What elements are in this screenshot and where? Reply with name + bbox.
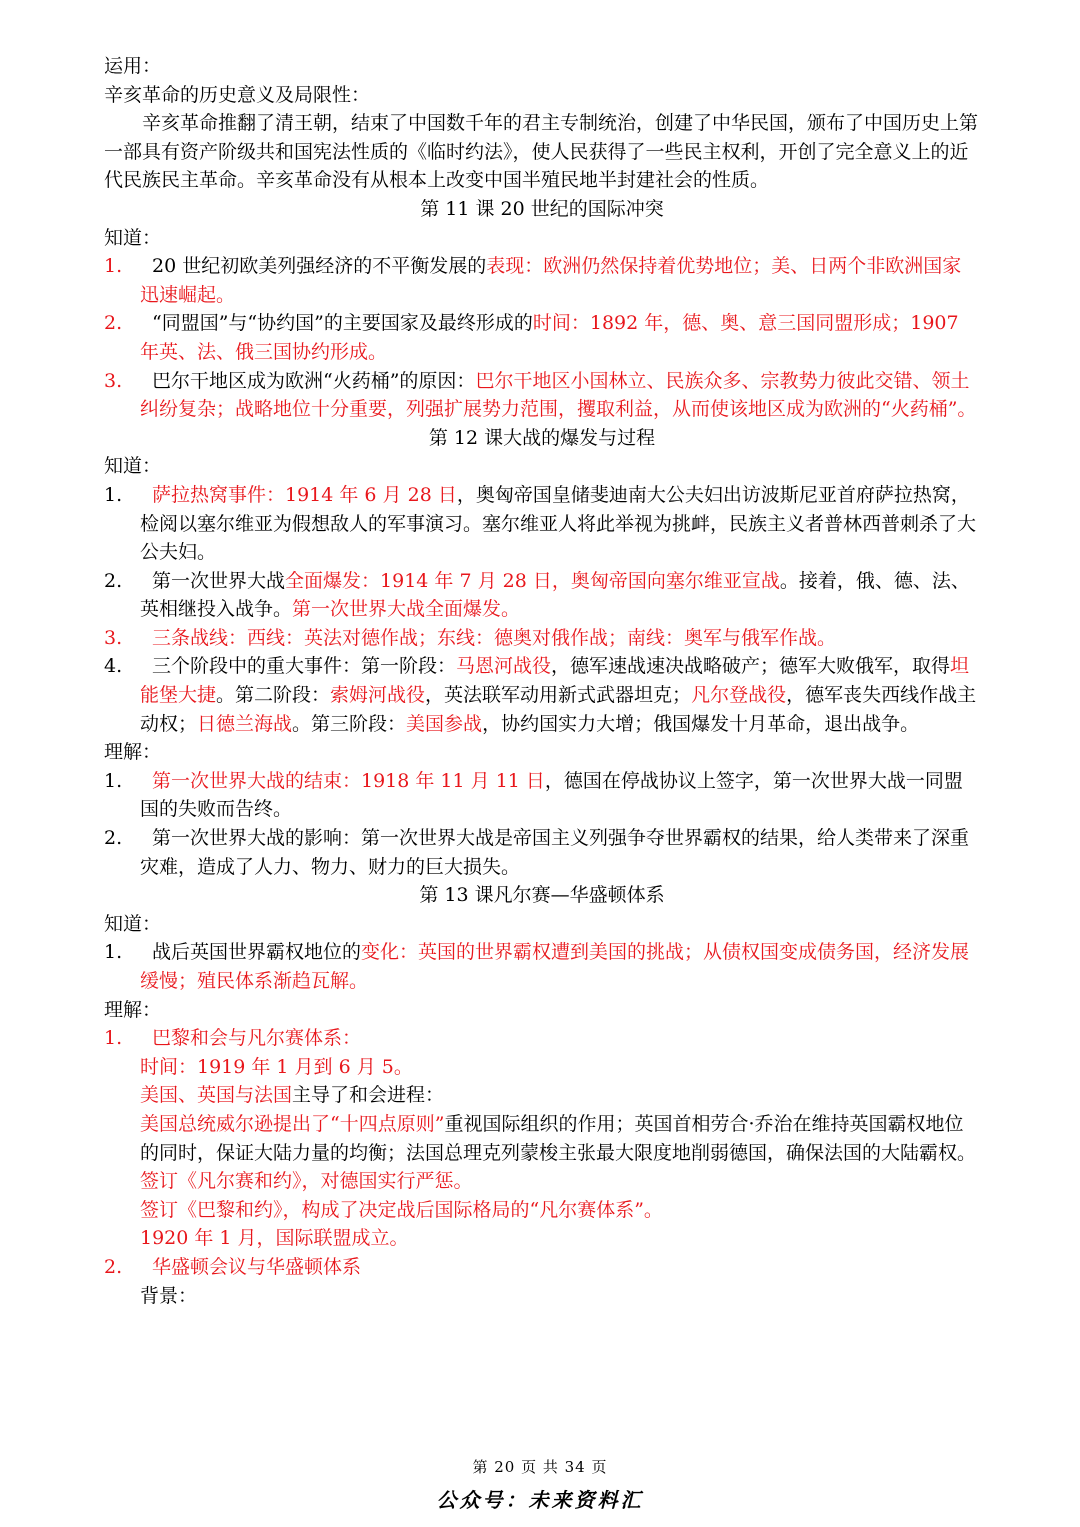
item-plain-text: ，协约国实力大增；俄国爆发十月革命，退出战争。: [482, 712, 920, 735]
paris-conference-leaders: [104, 1081, 980, 1110]
item-highlight-text: 日德兰海战: [197, 712, 293, 735]
item-plain-text: 。接着，俄、德、法、英相继投入战争。: [140, 569, 970, 621]
washington-background-label: 背景：: [140, 1284, 198, 1307]
item-number: 3.: [104, 626, 123, 649]
item-number: 1.: [104, 255, 123, 278]
lesson-13-title: 第 13 课凡尔赛—华盛顿体系: [419, 884, 665, 907]
item-plain-text: ，奥匈帝国皇储斐迪南大公夫妇出访波斯尼亚首府萨拉热窝，检阅以塞尔维亚为假想敌人的军事演习。塞尔维亚人将此举视为挑衅，民族主义者普林西普刺杀了大公夫妇。: [140, 483, 977, 564]
item-highlight-text: 时间：1892 年，德、奥、意三国同盟形成；1907 年英、法、俄三国协约形成。: [140, 312, 959, 363]
item-highlight-text: 巴黎和会与凡尔赛体系：: [152, 1027, 362, 1050]
item-number: 1.: [104, 1027, 123, 1050]
item-number: 2.: [104, 312, 123, 335]
item-highlight-text: 美国参战: [406, 712, 483, 735]
lesson-12-understand-2: [104, 824, 980, 881]
leaders-highlight: 美国、英国与法国: [140, 1084, 293, 1107]
paris-conference-positions: [104, 1110, 980, 1167]
item-plain-text: ，德国在停战协议上签字，第一次世界大战一同盟国的失败而告终。: [140, 769, 963, 821]
xinhai-heading: 辛亥革命的历史意义及局限性：: [104, 83, 371, 106]
leaders-plain: 主导了和会进程：: [292, 1084, 445, 1107]
document-content: [104, 52, 980, 1310]
lesson-12-item-2: [104, 567, 980, 624]
lesson-12-item-4: [104, 652, 980, 738]
item-plain-text: 。第二阶段：: [216, 684, 331, 707]
lesson-11-zhidao-label: 知道：: [104, 226, 162, 249]
item-number: 1.: [104, 483, 123, 506]
item-plain-text: 第一次世界大战的影响：第一次世界大战是帝国主义列强争夺世界霸权的结果，给人类带来了深重灾难，造成了人力、物力、财力的巨大损失。: [140, 827, 970, 878]
lesson-12-understand-1: [104, 767, 980, 824]
item-number: 4.: [104, 655, 123, 678]
item-highlight-text: 变化：英国的世界霸权遭到美国的挑战；从债权国变成债务国，经济发展缓慢；殖民体系渐趋瓦解。: [140, 941, 970, 992]
item-plain-text: 巴尔干地区成为欧洲“火药桶”的原因：: [152, 369, 476, 392]
footer-brand: 公众号：未来资料汇: [436, 1488, 644, 1512]
item-plain-text: ，英法联军动用新式武器坦克；: [425, 684, 692, 707]
item-plain-text: 战后英国世界霸权地位的: [152, 941, 362, 964]
item-plain-text: “同盟国”与“协约国”的主要国家及最终形成的: [152, 312, 533, 335]
lesson-12-item-3: [104, 624, 980, 653]
item-number: 2.: [104, 1255, 123, 1278]
item-number: 1.: [104, 769, 123, 792]
item-plain-text: 20 世纪初欧美列强经济的不平衡发展的: [152, 255, 487, 278]
item-highlight-text: 马恩河战役: [456, 655, 552, 678]
wilson-plain: 重视国际组织的作用；英国首相劳合·乔治在维持英国霸权地位的同时，保证大陆力量的均衡；法国总理克列蒙梭主张最大限度地削弱德国，确保法国的大陆霸权。: [140, 1112, 977, 1164]
item-highlight-text: 华盛顿会议与华盛顿体系: [152, 1255, 362, 1278]
item-highlight-text: 萨拉热窝事件：1914 年 6 月 28 日: [152, 483, 457, 506]
lesson-12-zhidao-label: 知道：: [104, 455, 162, 478]
lesson-13-understand-1: [104, 1024, 980, 1053]
item-plain-text: ，德军速战速决战略破产；德军大败俄军，取得: [551, 655, 951, 678]
item-highlight-text: 表现：欧洲仍然保持着优势地位；美、日两个非欧洲国家迅速崛起。: [140, 255, 962, 306]
item-number: 1.: [104, 941, 123, 964]
lesson-12-title: 第 12 课大战的爆发与过程: [428, 426, 656, 449]
lesson-13-lijie-label: 理解：: [104, 998, 162, 1021]
xinhai-paragraph: 辛亥革命推翻了清王朝，结束了中国数千年的君主专制统治，创建了中华民国，颁布了中国历史上第一部具有资产阶级共和国宪法性质的《临时约法》，使人民获得了一些民主权利，开创了完全意义上的近代民族民主革命。辛亥革命没有从根本上改变中国半殖民地半封建社会的性质。: [104, 112, 979, 192]
lesson-13-understand-2: [104, 1253, 980, 1282]
item-highlight-text: 第一次世界大战全面爆发。: [292, 598, 521, 621]
lesson-12-lijie-label: 理解：: [104, 741, 162, 764]
item-plain-text: ，德军丧失西线作战主动权；: [140, 684, 977, 735]
paris-conference-time: 时间：1919 年 1 月到 6 月 5。: [140, 1055, 413, 1078]
item-plain-text: 。第三阶段：: [292, 712, 407, 735]
item-plain-text: 三个阶段中的重大事件：第一阶段：: [152, 655, 457, 678]
versailles-treaty: 签订《凡尔赛和约》，对德国实行严惩。: [140, 1170, 473, 1193]
paris-treaty: 签订《巴黎和约》，构成了决定战后国际格局的“凡尔赛体系”。: [140, 1198, 663, 1221]
section-label-yunyong: 运用：: [104, 55, 162, 77]
page-number: 第 20 页 共 34 页: [472, 1458, 608, 1476]
wilson-highlight: 美国总统威尔逊提出了“十四点原则”: [140, 1112, 445, 1135]
item-highlight-text: 索姆河战役: [330, 684, 426, 707]
item-highlight-text: 第一次世界大战的结束：1918 年 11 月 11 日: [152, 769, 545, 792]
item-highlight-text: 坦能堡大捷: [140, 655, 970, 707]
item-number: 2.: [104, 827, 123, 850]
lesson-11-title: 第 11 课 20 世纪的国际冲突: [420, 197, 664, 220]
lesson-13-zhidao-label: 知道：: [104, 912, 162, 935]
item-highlight-text: 凡尔登战役: [691, 684, 787, 707]
lesson-11-item-1: [104, 252, 980, 309]
item-number: 2.: [104, 569, 123, 592]
lesson-11-item-3: [104, 367, 980, 424]
item-highlight-text: 三条战线：西线：英法对德作战；东线：德奥对俄作战；南线：奥军与俄军作战。: [152, 626, 837, 649]
lesson-12-item-1: [104, 481, 980, 567]
lesson-13-item-1: [104, 938, 980, 995]
lesson-11-item-2: [104, 309, 980, 366]
item-highlight-text: 巴尔干地区小国林立、民族众多、宗教势力彼此交错、领土纠纷复杂；战略地位十分重要，列强扩展势力范围，攫取利益，从而使该地区成为欧洲的“火药桶”。: [140, 369, 977, 421]
item-plain-text: 第一次世界大战: [152, 569, 286, 592]
item-highlight-text: 全面爆发：1914 年 7 月 28 日，奥匈帝国向塞尔维亚宣战: [285, 569, 780, 592]
league-of-nations: 1920 年 1 月，国际联盟成立。: [140, 1227, 409, 1250]
item-number: 3.: [104, 369, 123, 392]
